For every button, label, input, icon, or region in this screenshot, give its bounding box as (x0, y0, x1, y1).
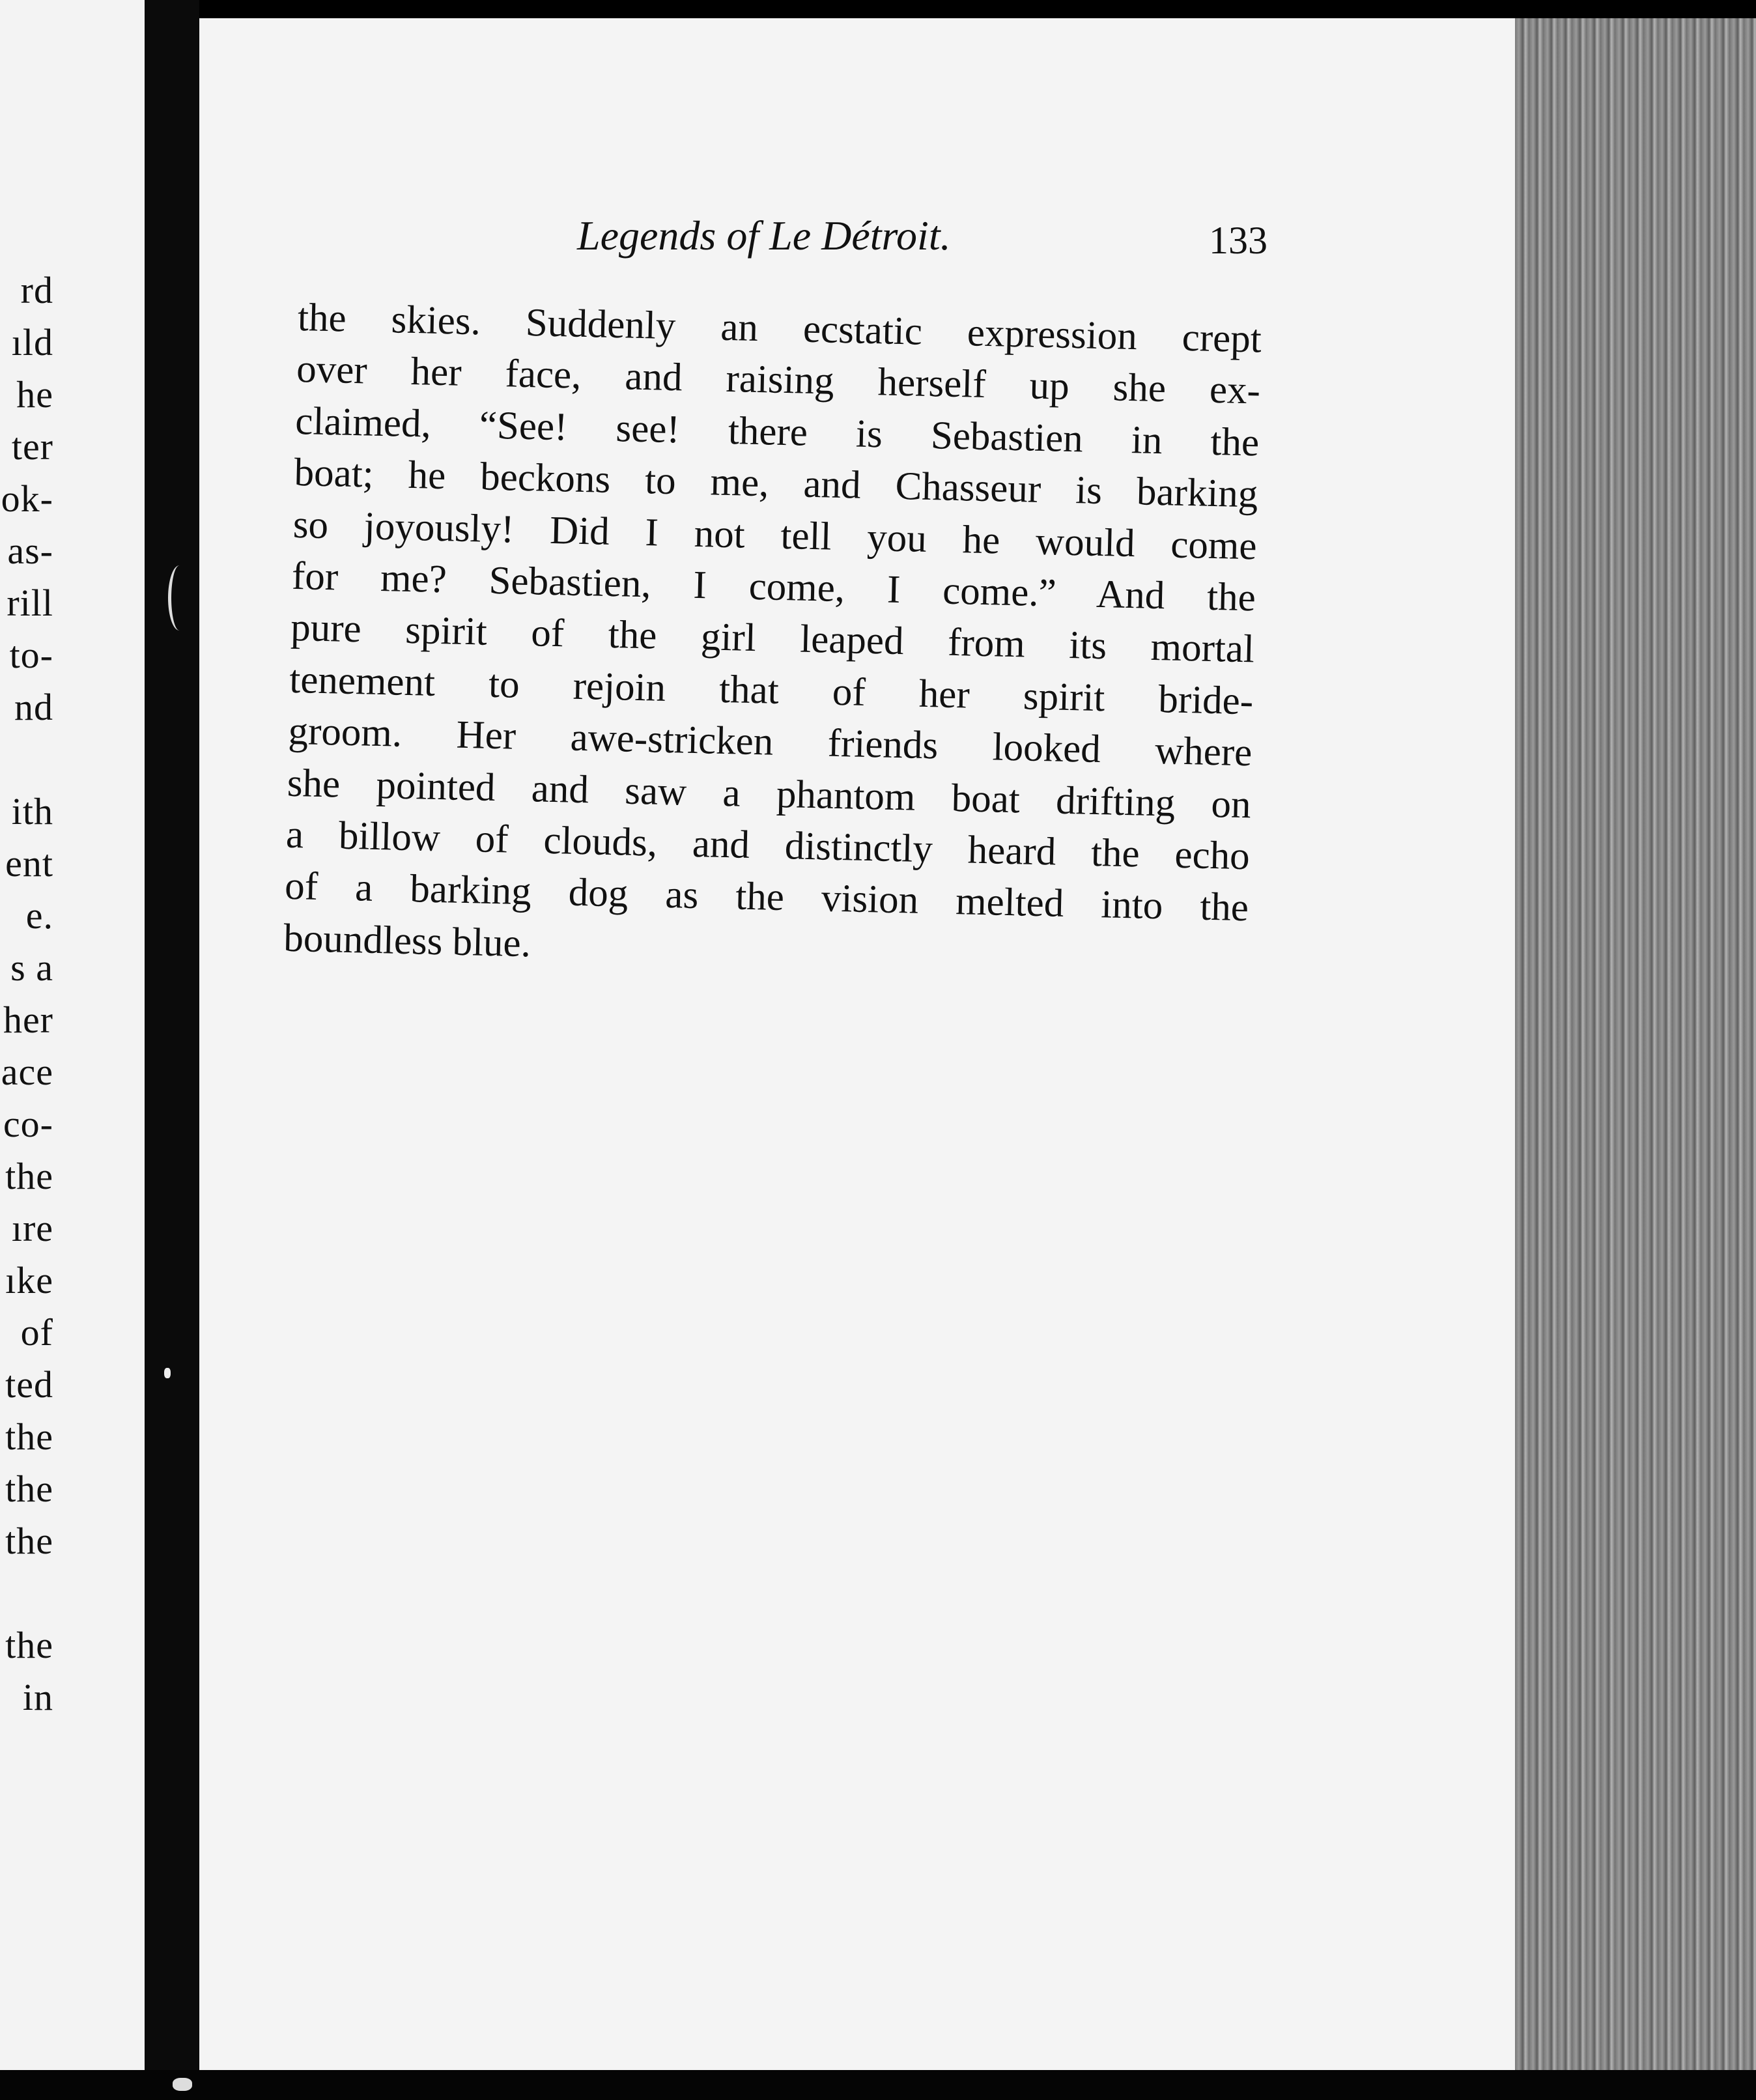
left-fragment: rd (20, 269, 53, 311)
body-paragraph (283, 292, 1262, 986)
left-fragment: the (5, 1155, 53, 1197)
left-fragment: ent (5, 842, 53, 885)
page-number: 133 (1209, 219, 1267, 262)
left-fragment: nd (14, 686, 53, 728)
page-edges (1515, 18, 1756, 2100)
left-fragment: s a (10, 946, 53, 989)
left-fragment: ted (5, 1363, 53, 1406)
text-line: she pointed and saw a phantom boat drifting on (287, 761, 1252, 827)
left-fragment: as- (7, 530, 53, 572)
text-line: a billow of clouds, and distinctly heard the echo (285, 812, 1251, 879)
left-fragment: in (22, 1676, 53, 1718)
left-page (0, 0, 145, 2081)
left-fragment: ace (1, 1051, 53, 1093)
text-line: pure spirit of the girl leaped from its mortal (290, 606, 1255, 672)
left-fragment: co- (3, 1103, 53, 1145)
left-fragment: ith (11, 790, 53, 832)
left-fragment: the (5, 1468, 53, 1510)
left-fragment: ıld (11, 321, 53, 363)
text-line: groom. Her awe-stricken friends looked where (287, 709, 1253, 775)
running-title: Legends of Le Détroit. (577, 212, 951, 259)
left-fragment: he (16, 373, 53, 416)
scan-speck (173, 2078, 192, 2091)
text-line: boat; he beckons to me, and Chasseur is barking (293, 451, 1259, 517)
scan-bottom-edge (0, 2070, 1756, 2100)
text-line: of a barking dog as the vision melted into the (284, 864, 1249, 930)
text-line: the skies. Suddenly an ecstatic expression crept (297, 295, 1262, 362)
left-fragment: her (3, 999, 53, 1041)
left-fragment: ıre (11, 1207, 53, 1249)
text-line: claimed, “See! see! there is Sebastien in the (294, 399, 1260, 465)
left-fragment: ter (11, 425, 53, 468)
book-gutter (145, 0, 199, 2081)
left-fragment: of (20, 1311, 53, 1354)
page-header (577, 212, 1267, 270)
scan-speck (164, 1368, 171, 1378)
text-line: for me? Sebastien, I come, I come.” And the (291, 554, 1256, 620)
left-fragment: e. (25, 894, 53, 937)
text-line: tenement to rejoin that of her spirit bride- (289, 657, 1254, 724)
left-fragment: rill (7, 582, 53, 624)
left-fragment: ıke (5, 1259, 53, 1301)
text-line: over her face, and raising herself up she ex- (296, 347, 1261, 413)
left-fragment: the (5, 1624, 53, 1666)
left-fragment: the (5, 1415, 53, 1458)
left-fragment: ok- (1, 477, 53, 520)
left-fragment: the (5, 1520, 53, 1562)
text-line: boundless blue. (283, 916, 531, 966)
gutter-mark (168, 565, 191, 631)
left-fragment: to- (9, 634, 53, 676)
text-line: so joyously! Did I not tell you he would come (292, 502, 1258, 569)
